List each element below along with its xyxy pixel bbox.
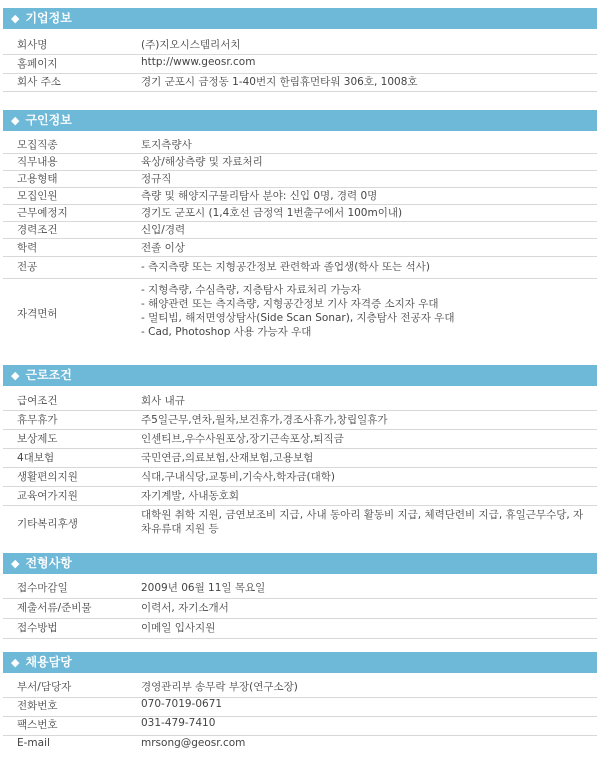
- section-header-process: ◆ 전형사항: [3, 553, 597, 574]
- diamond-icon: ◆: [11, 557, 20, 570]
- info-row: 팩스번호 031-479-7410: [3, 717, 597, 736]
- info-row: 교육여가지원 자기계발, 사내동호회: [3, 488, 597, 506]
- info-row: 기타복리후생 대학원 취학 지원, 금연보조비 지급, 사내 동아리 활동비 지급, 체력단련비 지급, 휴일근무수당, 자차유류대 지원 등: [17, 509, 584, 535]
- section-header-job: ◆ 구인정보: [3, 110, 597, 131]
- info-row: 홈페이지 http://www.geosr.com: [3, 56, 597, 74]
- info-row: 회사 주소 경기 군포시 금정동 1-40번지 한림휴먼타워 306호, 1008호: [3, 74, 597, 92]
- section-header-contact: ◆ 채용담당: [3, 652, 597, 673]
- info-row: 보상제도 인센티브,우수사원포상,장기근속포상,퇴직금: [3, 431, 597, 449]
- diamond-icon: ◆: [11, 369, 20, 382]
- info-row: 부서/담당자 경영관리부 송무락 부장(연구소장): [3, 679, 597, 698]
- section-header-company: ◆ 기업정보: [3, 8, 597, 29]
- info-row-license: 자격면허 - 지형측량, 수심측량, 지층탐사 자료처리 가능자 - 해양관련 또는 측지측량, 지형공간정보 기사 자격증 소지자 우대 - 멀티빔, 해저면영상탐사(Side Scan Sonar), 지층탐사 전공자 우대 - Cad, Photoshop 사용 가능자 우대: [17, 284, 455, 338]
- info-row: 접수방법 이메일 입사지원: [3, 620, 597, 639]
- email-link[interactable]: mrsong@geosr.com: [141, 737, 246, 749]
- info-row: 모집직종 토지측량사: [3, 137, 597, 154]
- info-row: 근무예정지 경기도 군포시 (1,4호선 금정역 1번출구에서 100m이내): [3, 205, 597, 222]
- info-row: 직무내용 육상/해상측량 및 자료처리: [3, 154, 597, 171]
- homepage-link[interactable]: http://www.geosr.com: [141, 56, 256, 68]
- info-row: E-mail mrsong@geosr.com: [3, 737, 597, 756]
- info-row: 급여조건 회사 내규: [3, 393, 597, 411]
- info-row: 경력조건 신입/경력: [3, 222, 597, 239]
- info-row: 고용형태 정규직: [3, 171, 597, 188]
- section-header-conditions: ◆ 근로조건: [3, 365, 597, 386]
- info-row: 접수마감일 2009년 06월 11일 목요일: [3, 580, 597, 599]
- info-row: 4대보험 국민연금,의료보험,산재보험,고용보험: [3, 450, 597, 468]
- info-row: 휴무휴가 주5일근무,연차,월차,보건휴가,경조사휴가,창립일휴가: [3, 412, 597, 430]
- info-row: 생활편의지원 식대,구내식당,교통비,기숙사,학자금(대학): [3, 469, 597, 487]
- info-row: 회사명 (주)지오시스템리서치: [3, 37, 597, 55]
- info-row: 전화번호 070-7019-0671: [3, 698, 597, 717]
- info-row: 제출서류/준비물 이력서, 자기소개서: [3, 600, 597, 619]
- info-row: 전공 - 측지측량 또는 지형공간정보 관련학과 졸업생(학사 또는 석사): [3, 259, 597, 279]
- diamond-icon: ◆: [11, 12, 20, 25]
- license-list: - 지형측량, 수심측량, 지층탐사 자료처리 가능자 - 해양관련 또는 측지측량, 지형공간정보 기사 자격증 소지자 우대 - 멀티빔, 해저면영상탐사(Side Scan Sonar), 지층탐사 전공자 우대 - Cad, Photoshop 사용 가능자 우대: [141, 284, 455, 338]
- diamond-icon: ◆: [11, 114, 20, 127]
- info-row: 학력 전졸 이상: [3, 240, 597, 257]
- diamond-icon: ◆: [11, 656, 20, 669]
- info-row: 모집인원 측량 및 해양지구물리탐사 분야: 신입 0명, 경력 0명: [3, 188, 597, 205]
